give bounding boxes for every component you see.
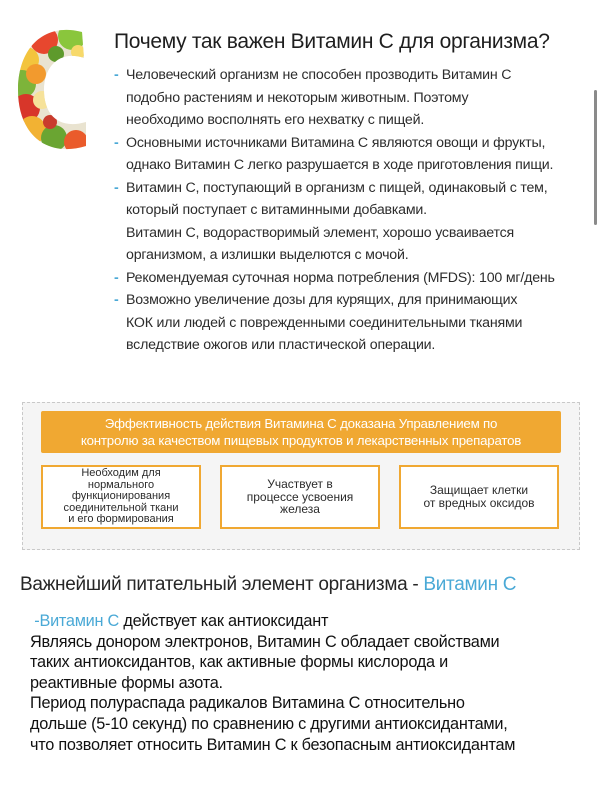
box-line: нормального bbox=[87, 478, 155, 491]
box-line: Защищает клетки bbox=[429, 483, 529, 497]
dash-icon: - bbox=[114, 292, 119, 308]
box-line: функционирования bbox=[71, 490, 171, 503]
box-line: Необходим для bbox=[81, 467, 161, 480]
bullet-line: КОК или людей с поврежденными соединительными тканями bbox=[126, 314, 523, 331]
bullet-line: который поступает с витаминными добавками. bbox=[126, 202, 427, 218]
paragraph-line: таких антиоксидантов, как активные формы кислорода и bbox=[30, 653, 448, 672]
box-line: и его формирования bbox=[68, 513, 174, 526]
lead-rest: действует как антиоксидант bbox=[119, 612, 329, 630]
lead-line bbox=[30, 611, 590, 632]
list-item bbox=[114, 289, 594, 357]
banner-line: контролю за качеством пищевых продуктов и лекарственных препаратов bbox=[80, 433, 522, 448]
paragraph-line: Являясь донором электронов, Витамин С обладает свойствами bbox=[30, 632, 500, 651]
bullet-line: организмом, а излишки выделются с мочой. bbox=[126, 247, 409, 263]
benefit-box-connective-tissue bbox=[41, 465, 201, 529]
lead-accent: Витамин С bbox=[39, 612, 120, 630]
section-heading bbox=[20, 574, 516, 596]
bullet-line: Возможно увеличение дозы для курящих, для принимающих bbox=[126, 292, 518, 308]
banner-line: Эффективность действия Витамина С доказана Управлением по bbox=[104, 416, 498, 431]
bullet-list bbox=[114, 64, 594, 357]
efficacy-panel bbox=[22, 402, 580, 550]
box-line: железа bbox=[280, 502, 320, 517]
list-item bbox=[114, 177, 594, 267]
bullet-line: однако Витамин С легко разрушается в ходе приготовления пищи. bbox=[126, 157, 554, 173]
bullet-line: подобно растениям и некоторым животным. Поэтому bbox=[126, 89, 469, 106]
paragraph-line: дольше (5-10 секунд) по сравнению с другими антиоксидантами, bbox=[30, 714, 508, 733]
bullet-line: необходимо восполнять его нехватку с пищей. bbox=[126, 112, 425, 128]
antioxidant-paragraph bbox=[30, 611, 590, 755]
bullet-line: Человеческий организм не способен прозводить Витамин С bbox=[126, 67, 512, 83]
bullet-line: Рекомендуемая суточная норма потребления (MFDS): 100 мг/день bbox=[126, 269, 555, 286]
section-heading-text: Важнейший питательный элемент организма - bbox=[20, 574, 419, 595]
list-item bbox=[114, 132, 594, 177]
bullet-line: Витамин С, водорастворимый элемент, хорошо усваивается bbox=[126, 224, 515, 241]
page-title: Почему так важен Витамин С для организма? bbox=[114, 30, 550, 53]
box-line: Участвует в bbox=[267, 477, 333, 492]
section-heading-accent: Витамин С bbox=[423, 574, 517, 595]
dash-icon: - bbox=[114, 269, 119, 286]
vitamin-c-letter-illustration bbox=[14, 26, 104, 154]
dash-icon: - bbox=[114, 67, 119, 83]
dash-icon: - bbox=[34, 612, 40, 630]
efficacy-banner bbox=[41, 411, 561, 453]
bullet-line: вследствие ожогов или пластической операции. bbox=[126, 337, 436, 353]
bullet-line: Основными источниками Витамина С являются овощи и фрукты, bbox=[126, 134, 546, 151]
box-line: от вредных оксидов bbox=[423, 496, 535, 510]
dash-icon: - bbox=[114, 134, 119, 151]
benefit-box-cell-protection bbox=[399, 465, 559, 529]
paragraph-line: реактивные формы азота. bbox=[30, 673, 223, 692]
list-item bbox=[114, 267, 594, 290]
dash-icon: - bbox=[114, 179, 119, 196]
benefit-box-iron-absorption bbox=[220, 465, 380, 529]
paragraph-line: что позволяет относить Витамин С к безопасным антиоксидантам bbox=[30, 735, 516, 754]
bullet-line: Витамин С, поступающий в организм с пищей, одинаковый с тем, bbox=[126, 179, 548, 196]
list-item bbox=[114, 64, 594, 132]
scrollbar[interactable] bbox=[594, 90, 597, 225]
box-line: процессе усвоения bbox=[246, 489, 354, 504]
box-line: соединительной ткани bbox=[63, 501, 179, 514]
paragraph-line: Период полураспада радикалов Витамина С относительно bbox=[30, 694, 465, 713]
